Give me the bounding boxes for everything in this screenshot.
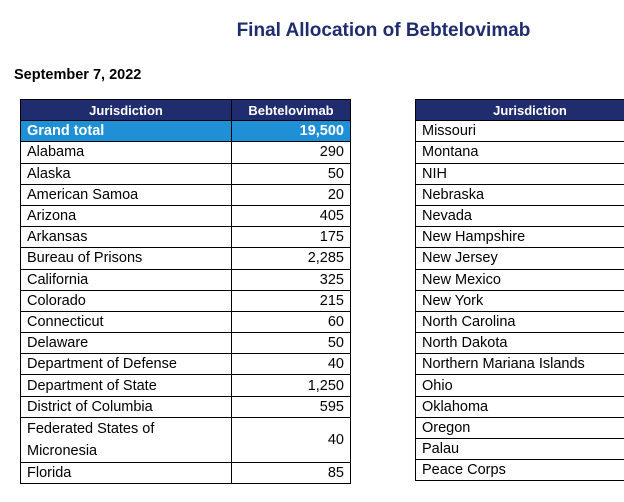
table-row [21,269,351,290]
jurisdiction-cell: New York [416,290,624,311]
table-row [21,311,351,332]
jurisdiction-cell: Peace Corps [416,460,624,481]
allocation-value-cell: 20 [232,184,351,205]
table-row [21,396,351,417]
table-header-row [21,100,351,121]
table-row [21,163,351,184]
jurisdiction-cell: Oklahoma [416,396,624,417]
jurisdiction-cell: District of Columbia [21,396,232,417]
allocation-value-cell: 1,250 [232,375,351,396]
table-row [416,184,624,205]
allocation-value-cell: 85 [232,462,351,483]
jurisdiction-cell: North Carolina [416,311,624,332]
jurisdiction-cell: Arizona [21,205,232,226]
allocation-value-cell: 405 [232,205,351,226]
jurisdiction-cell: Bureau of Prisons [21,248,232,269]
jurisdiction-cell: Montana [416,142,624,163]
jurisdiction-cell: New Jersey [416,248,624,269]
jurisdiction-cell: Alabama [21,142,232,163]
table-row [416,417,624,438]
jurisdiction-cell: New Hampshire [416,227,624,248]
header-bebtelovimab: Bebtelovimab [232,100,351,121]
jurisdiction-cell: Department of State [21,375,232,396]
table-row [416,163,624,184]
allocation-value-cell: 215 [232,290,351,311]
table-row [21,333,351,354]
page-title: Final Allocation of Bebtelovimab [236,20,531,41]
jurisdiction-cell: North Dakota [416,333,624,354]
table-row [416,354,624,375]
jurisdiction-cell: Colorado [21,290,232,311]
table-row [416,269,624,290]
table-row [21,184,351,205]
header-jurisdiction: Jurisdiction [416,100,624,121]
table-row [21,205,351,226]
table-row [416,248,624,269]
allocation-value-cell: 290 [232,142,351,163]
report-date: September 7, 2022 [14,67,142,83]
jurisdiction-cell: Delaware [21,333,232,354]
table-row [21,354,351,375]
table-row [416,205,624,226]
header-jurisdiction: Jurisdiction [21,100,232,121]
allocation-value-cell: 595 [232,396,351,417]
table-row [21,417,351,462]
allocation-value-cell: 2,285 [232,248,351,269]
table-row [21,462,351,483]
table-row [416,375,624,396]
jurisdiction-cell: New Mexico [416,269,624,290]
allocation-value-cell: 60 [232,311,351,332]
table-row [416,311,624,332]
table-row [416,121,624,142]
allocation-value-cell: 40 [232,354,351,375]
allocation-value-cell: 40 [232,417,351,462]
jurisdiction-cell: California [21,269,232,290]
jurisdiction-cell: Oregon [416,417,624,438]
jurisdiction-cell: Connecticut [21,311,232,332]
jurisdiction-cell: Northern Mariana Islands [416,354,624,375]
jurisdiction-cell: Florida [21,462,232,483]
jurisdiction-cell: Arkansas [21,227,232,248]
jurisdiction-cell: Federated States of Micronesia [21,417,232,462]
allocation-value-cell: 175 [232,227,351,248]
table-row [416,460,624,481]
table-row [416,290,624,311]
table-row [416,333,624,354]
jurisdiction-cell: American Samoa [21,184,232,205]
table-row [21,142,351,163]
allocation-table-left [20,99,351,484]
grand-total-value: 19,500 [232,121,351,142]
jurisdiction-cell: Alaska [21,163,232,184]
jurisdiction-cell: Nebraska [416,184,624,205]
table-row [416,396,624,417]
allocation-value-cell: 325 [232,269,351,290]
allocation-value-cell: 50 [232,333,351,354]
allocation-value-cell: 50 [232,163,351,184]
table-row [416,439,624,460]
grand-total-label: Grand total [21,121,232,142]
jurisdiction-cell: Department of Defense [21,354,232,375]
jurisdiction-cell: Missouri [416,121,624,142]
table-row [21,248,351,269]
table-row [21,375,351,396]
jurisdiction-cell: Nevada [416,205,624,226]
table-row [21,290,351,311]
table-header-row [416,100,624,121]
grand-total-row [21,121,351,142]
jurisdiction-cell: NIH [416,163,624,184]
allocation-table-right [415,99,624,481]
jurisdiction-cell: Palau [416,439,624,460]
jurisdiction-cell: Ohio [416,375,624,396]
table-row [21,227,351,248]
table-row [416,142,624,163]
table-row [416,227,624,248]
